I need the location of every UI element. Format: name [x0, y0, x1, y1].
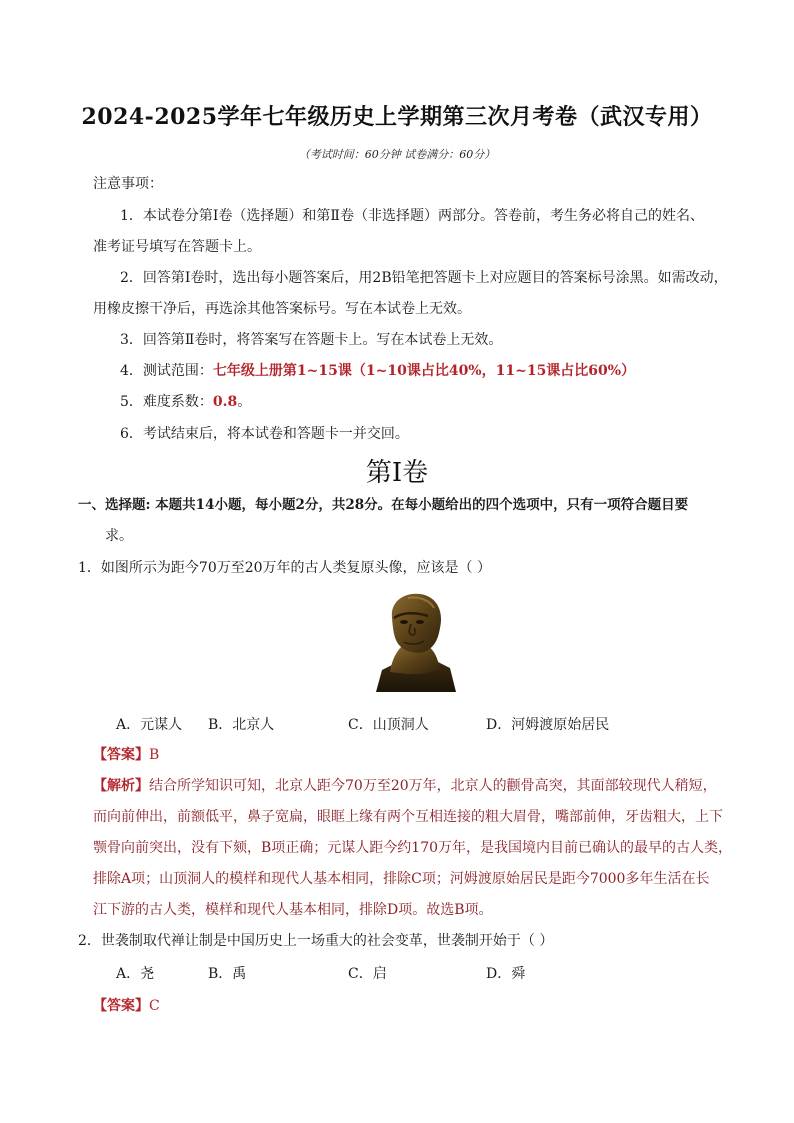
- q1-option-a[interactable]: A．元谋人: [116, 717, 183, 733]
- note-5-label: 5．难度系数：: [120, 394, 213, 410]
- part-heading-line-2: 求。: [105, 528, 133, 544]
- note-5: [120, 392, 251, 412]
- note-1-line-1: 1．本试卷分第Ⅰ卷（选择题）和第Ⅱ卷（非选择题）两部分。答卷前，考生务必将自己的姓名、: [120, 208, 704, 224]
- peking-man-bust-image: [368, 588, 464, 698]
- q1-answer-label: 【答案】: [93, 747, 149, 763]
- notes-heading: 注意事项：: [93, 176, 163, 192]
- q2-answer-label: 【答案】: [93, 998, 149, 1014]
- part-heading-line-1: 一、选择题: 本题共14小题，每小题2分，共28分。在每小题给出的四个选项中，只有一项符合题目要: [78, 497, 689, 513]
- q2-answer: [93, 996, 160, 1016]
- q2-option-d[interactable]: D．舜: [486, 966, 526, 982]
- exam-title: 2024-2025学年七年级历史上学期第三次月考卷（武汉专用）: [81, 104, 713, 130]
- exam-subtitle: （考试时间：60分钟 试卷满分：60分）: [298, 148, 496, 161]
- q1-analysis-line-1: [93, 776, 717, 796]
- note-4-label: 4．测试范围：: [120, 363, 213, 379]
- note-2-line-2: 用橡皮擦干净后，再选涂其他答案标号。写在本试卷上无效。: [93, 301, 471, 317]
- note-2-line-1: 2．回答第Ⅰ卷时，选出每小题答案后，用2B铅笔把答题卡上对应题目的答案标号涂黑。如需改动，: [120, 270, 728, 286]
- note-1-line-2: 准考证号填写在答题卡上。: [93, 239, 261, 255]
- q1-option-c[interactable]: C．山顶洞人: [348, 717, 429, 733]
- q1-analysis-line-4: 排除A项；山顶洞人的模样和现代人基本相同，排除C项；河姆渡原始居民是距今7000多年生活在长: [93, 871, 710, 887]
- section-title: 第Ⅰ卷: [365, 458, 429, 488]
- note-4: [120, 361, 635, 381]
- q1-analysis-line-2: 而向前伸出，前额低平，鼻子宽扁，眼眶上缘有两个互相连接的粗大眉骨，嘴部前伸，牙齿粗大，上下: [93, 809, 723, 825]
- q2-answer-value: C: [149, 998, 160, 1014]
- note-6: 6．考试结束后，将本试卷和答题卡一并交回。: [120, 426, 409, 442]
- q1-analysis-label: 【解析】: [93, 778, 149, 794]
- q1-option-b[interactable]: B．北京人: [208, 717, 275, 733]
- note-3: 3．回答第Ⅱ卷时，将答案写在答题卡上。写在本试卷上无效。: [120, 332, 503, 348]
- q1-analysis-line-5: 江下游的古人类，模样和现代人基本相同，排除D项。故选B项。: [93, 902, 493, 918]
- question-1-stem: 1．如图所示为距今70万至20万年的古人类复原头像，应该是（ ）: [78, 560, 491, 576]
- question-2-stem: 2．世袭制取代禅让制是中国历史上一场重大的社会变革，世袭制开始于（ ）: [78, 933, 554, 949]
- q1-analysis-text-1: 结合所学知识可知，北京人距今70万至20万年，北京人的颧骨高突，其面部较现代人稍短，: [149, 778, 717, 794]
- q2-option-c[interactable]: C．启: [348, 966, 387, 982]
- test-scope: 七年级上册第1~15课（1~10课占比40%，11~15课占比60%）: [212, 363, 636, 379]
- q2-option-a[interactable]: A．尧: [116, 966, 155, 982]
- q1-answer-value: B: [149, 747, 160, 763]
- q1-analysis-line-3: 颚骨向前突出，没有下颏，B项正确；元谋人距今约170万年，是我国境内目前已确认的最早的古人类，: [93, 840, 733, 856]
- note-5-end: 。: [237, 394, 252, 410]
- q2-option-b[interactable]: B．禹: [208, 966, 247, 982]
- difficulty-value: 0.8: [212, 394, 238, 410]
- q1-answer: [93, 745, 159, 765]
- q1-option-d[interactable]: D．河姆渡原始居民: [486, 717, 610, 733]
